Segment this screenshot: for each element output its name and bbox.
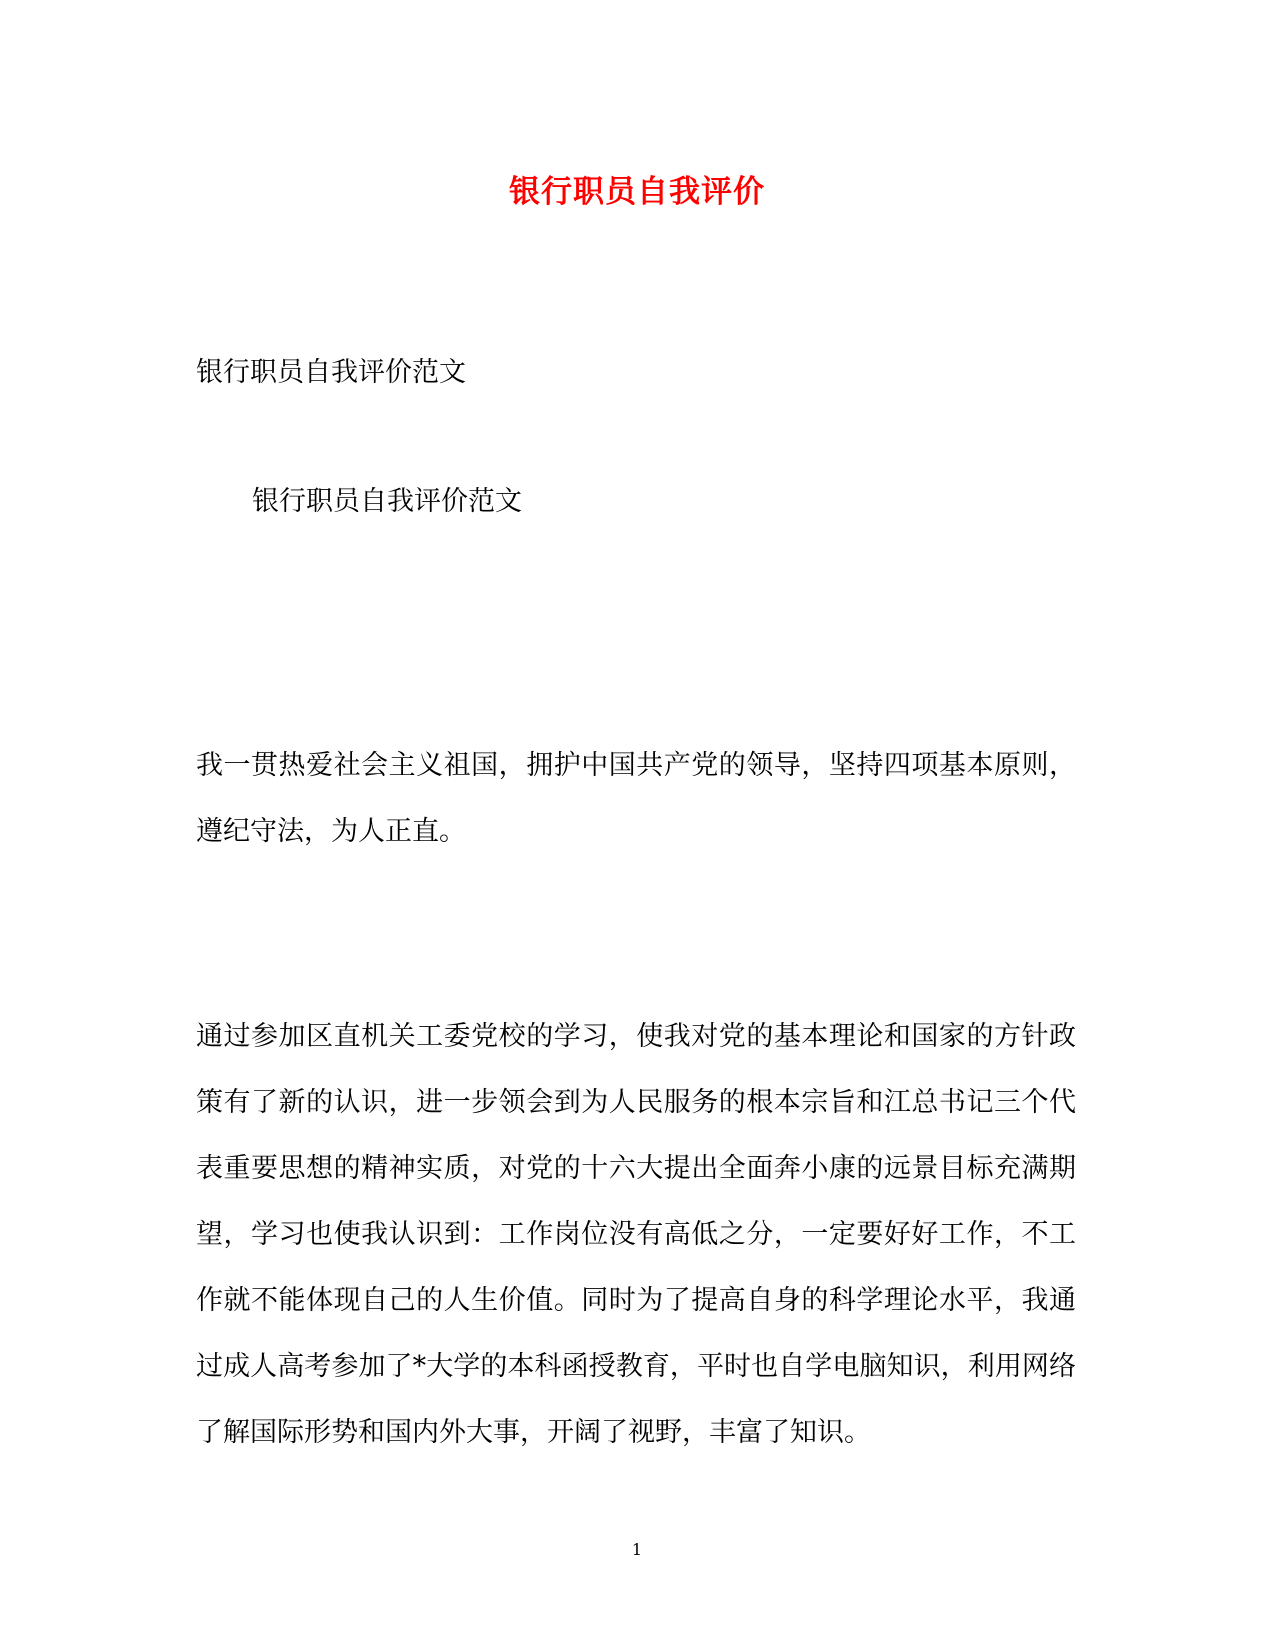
document-subtitle: 银行职员自我评价范文: [196, 357, 466, 388]
paragraph: 通过参加区直机关工委党校的学习，使我对党的基本理论和国家的方针政策有了新的认识，进一步领会到为人民服务的根本宗旨和江总书记三个代表重要思想的精神实质，对党的十六大提出全面奔小康的远景目标充满期望，学习也使我认识到：工作岗位没有高低之分，一定要好好工作，不工作就不能体现自己的人生价值。同时为了提高自身的科学理论水平，我通过成人高考参加了*大学的本科函授教育，平时也自学电脑知识，利用网络了解国际形势和国内外大事，开阔了视野，丰富了知识。: [196, 1021, 1076, 1448]
page-number: 1: [631, 1540, 643, 1559]
document-subtitle-repeat: 银行职员自我评价范文: [252, 486, 522, 517]
paragraph: 我一贯热爱社会主义祖国，拥护中国共产党的领导，坚持四项基本原则，遵纪守法，为人正直。: [196, 750, 1076, 847]
document-title: 银行职员自我评价: [509, 174, 765, 210]
